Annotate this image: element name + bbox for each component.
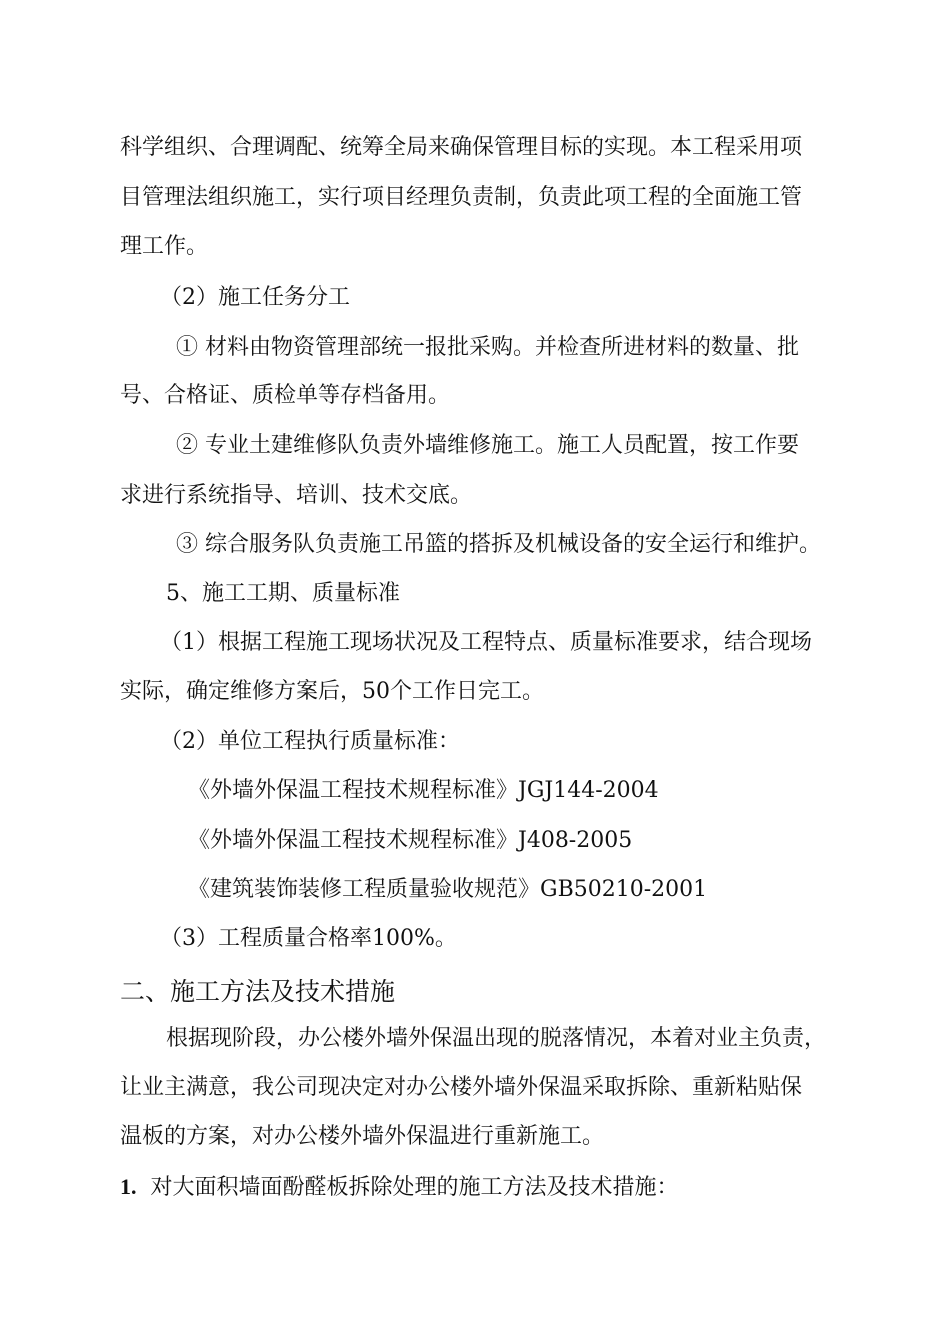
task-item-2-line-2: 求进行系统指导、培训、技术交底。 xyxy=(120,483,473,508)
section-5-p3: （3）工程质量合格率100%。 xyxy=(160,926,457,951)
item-number: 1. xyxy=(120,1174,137,1199)
task-item-1-line-1: ① 材料由物资管理部统一报批采购。并检查所进材料的数量、批 xyxy=(176,335,799,360)
section-5-heading: 5、施工工期、质量标准 xyxy=(166,581,400,606)
task-division-heading: （2）施工任务分工 xyxy=(160,285,350,310)
numbered-item-1 xyxy=(120,1172,679,1203)
paragraph-line: 目管理法组织施工，实行项目经理负责制，负责此项工程的全面施工管 xyxy=(120,185,803,210)
chapter-2-p1-line-1: 根据现阶段，办公楼外墙外保温出现的脱落情况，本着对业主负责， xyxy=(166,1026,827,1051)
standard-3: 《建筑装饰装修工程质量验收规范》GB50210-2001 xyxy=(188,877,708,902)
section-5-p2: （2）单位工程执行质量标准： xyxy=(160,729,460,754)
standard-1: 《外墙外保温工程技术规程标准》JGJ144-2004 xyxy=(188,778,659,803)
item-text: 对大面积墙面酚醛板拆除处理的施工方法及技术措施： xyxy=(150,1175,679,1200)
paragraph-line: 科学组织、合理调配、统筹全局来确保管理目标的实现。本工程采用项 xyxy=(120,135,803,160)
task-item-1-line-2: 号、合格证、质检单等存档备用。 xyxy=(120,383,451,408)
standard-2: 《外墙外保温工程技术规程标准》J408-2005 xyxy=(188,828,633,853)
section-5-p1-line-1: （1）根据工程施工现场状况及工程特点、质量标准要求，结合现场 xyxy=(160,630,812,655)
task-item-3: ③ 综合服务队负责施工吊篮的搭拆及机械设备的安全运行和维护。 xyxy=(176,532,821,557)
section-5-p1-line-2: 实际，确定维修方案后，50个工作日完工。 xyxy=(120,679,544,704)
task-item-2-line-1: ② 专业土建维修队负责外墙维修施工。施工人员配置，按工作要 xyxy=(176,433,799,458)
chapter-2-heading: 二、施工方法及技术措施 xyxy=(120,977,396,1006)
chapter-2-p1-line-2: 让业主满意，我公司现决定对办公楼外墙外保温采取拆除、重新粘贴保 xyxy=(120,1075,803,1100)
paragraph-line: 理工作。 xyxy=(120,234,209,259)
chapter-2-p1-line-3: 温板的方案，对办公楼外墙外保温进行重新施工。 xyxy=(120,1124,605,1149)
